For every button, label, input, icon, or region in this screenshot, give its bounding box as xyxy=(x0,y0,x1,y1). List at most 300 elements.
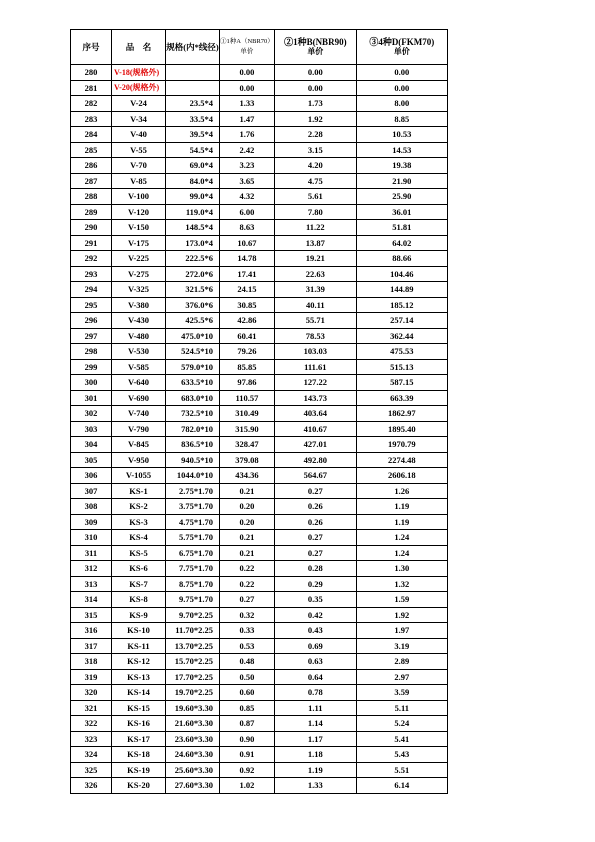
cell-price-fkm70: 2.89 xyxy=(356,654,447,670)
table-row xyxy=(71,607,448,623)
cell-name: KS-19 xyxy=(112,762,166,778)
table-row xyxy=(71,297,448,313)
cell-price-fkm70: 2274.48 xyxy=(356,452,447,468)
table-row xyxy=(71,313,448,329)
cell-no: 322 xyxy=(71,716,112,732)
cell-price-fkm70: 3.19 xyxy=(356,638,447,654)
table-row xyxy=(71,328,448,344)
cell-price-nbr70: 0.20 xyxy=(220,499,275,515)
cell-price-nbr90: 0.00 xyxy=(274,65,356,81)
cell-spec: 173.0*4 xyxy=(166,235,220,251)
cell-price-nbr70: 42.86 xyxy=(220,313,275,329)
cell-price-nbr90: 127.22 xyxy=(274,375,356,391)
cell-spec: 23.5*4 xyxy=(166,96,220,112)
cell-no: 318 xyxy=(71,654,112,670)
cell-price-nbr70: 0.32 xyxy=(220,607,275,623)
cell-price-fkm70: 1895.40 xyxy=(356,421,447,437)
table-row xyxy=(71,96,448,112)
cell-spec: 13.70*2.25 xyxy=(166,638,220,654)
cell-spec: 940.5*10 xyxy=(166,452,220,468)
cell-spec: 272.0*6 xyxy=(166,266,220,282)
cell-price-nbr70: 85.85 xyxy=(220,359,275,375)
cell-price-nbr70: 97.86 xyxy=(220,375,275,391)
cell-price-nbr70: 379.08 xyxy=(220,452,275,468)
table-row xyxy=(71,576,448,592)
cell-no: 296 xyxy=(71,313,112,329)
table-row xyxy=(71,189,448,205)
cell-name: KS-3 xyxy=(112,514,166,530)
cell-price-nbr70: 1.47 xyxy=(220,111,275,127)
cell-no: 293 xyxy=(71,266,112,282)
cell-price-fkm70: 36.01 xyxy=(356,204,447,220)
table-row xyxy=(71,282,448,298)
table-row xyxy=(71,592,448,608)
cell-price-fkm70: 0.00 xyxy=(356,65,447,81)
cell-name: V-1055 xyxy=(112,468,166,484)
cell-name: KS-7 xyxy=(112,576,166,592)
table-row xyxy=(71,220,448,236)
cell-price-nbr90: 7.80 xyxy=(274,204,356,220)
cell-price-nbr70: 2.42 xyxy=(220,142,275,158)
table-row xyxy=(71,716,448,732)
table-row xyxy=(71,65,448,81)
cell-price-fkm70: 475.53 xyxy=(356,344,447,360)
table-row xyxy=(71,530,448,546)
cell-price-nbr70: 0.92 xyxy=(220,762,275,778)
table-row xyxy=(71,514,448,530)
cell-spec: 683.0*10 xyxy=(166,390,220,406)
table-row xyxy=(71,251,448,267)
cell-price-fkm70: 2.97 xyxy=(356,669,447,685)
cell-price-nbr70: 24.15 xyxy=(220,282,275,298)
cell-name: V-20(规格外) xyxy=(112,80,166,96)
header-price-nbr70-unit: 单价 xyxy=(240,48,254,55)
cell-name: V-175 xyxy=(112,235,166,251)
cell-price-fkm70: 19.38 xyxy=(356,158,447,174)
cell-price-nbr70: 4.32 xyxy=(220,189,275,205)
cell-price-nbr70: 310.49 xyxy=(220,406,275,422)
cell-name: V-275 xyxy=(112,266,166,282)
cell-price-nbr90: 1.33 xyxy=(274,778,356,794)
cell-name: V-24 xyxy=(112,96,166,112)
cell-price-nbr90: 22.63 xyxy=(274,266,356,282)
cell-price-fkm70: 587.15 xyxy=(356,375,447,391)
cell-spec: 732.5*10 xyxy=(166,406,220,422)
header-no: 序号 xyxy=(71,30,112,65)
cell-price-nbr70: 0.21 xyxy=(220,483,275,499)
cell-name: KS-18 xyxy=(112,747,166,763)
cell-name: KS-10 xyxy=(112,623,166,639)
cell-price-nbr90: 410.67 xyxy=(274,421,356,437)
cell-name: V-225 xyxy=(112,251,166,267)
cell-no: 290 xyxy=(71,220,112,236)
cell-name: V-34 xyxy=(112,111,166,127)
cell-no: 312 xyxy=(71,561,112,577)
cell-no: 299 xyxy=(71,359,112,375)
cell-no: 323 xyxy=(71,731,112,747)
cell-name: KS-9 xyxy=(112,607,166,623)
cell-name: KS-17 xyxy=(112,731,166,747)
cell-price-nbr70: 0.00 xyxy=(220,65,275,81)
cell-price-nbr90: 103.03 xyxy=(274,344,356,360)
table-row xyxy=(71,654,448,670)
cell-price-fkm70: 144.89 xyxy=(356,282,447,298)
cell-name: V-640 xyxy=(112,375,166,391)
cell-price-nbr90: 1.92 xyxy=(274,111,356,127)
table-row xyxy=(71,685,448,701)
cell-spec xyxy=(166,65,220,81)
cell-price-nbr90: 0.29 xyxy=(274,576,356,592)
table-row xyxy=(71,235,448,251)
cell-price-nbr70: 0.27 xyxy=(220,592,275,608)
cell-spec: 524.5*10 xyxy=(166,344,220,360)
cell-price-fkm70: 1.24 xyxy=(356,530,447,546)
cell-price-fkm70: 0.00 xyxy=(356,80,447,96)
cell-name: KS-14 xyxy=(112,685,166,701)
cell-price-nbr90: 11.22 xyxy=(274,220,356,236)
cell-name: V-55 xyxy=(112,142,166,158)
table-row xyxy=(71,266,448,282)
cell-no: 286 xyxy=(71,158,112,174)
cell-name: KS-2 xyxy=(112,499,166,515)
cell-no: 300 xyxy=(71,375,112,391)
cell-price-nbr90: 1.14 xyxy=(274,716,356,732)
cell-price-fkm70: 1970.79 xyxy=(356,437,447,453)
cell-price-fkm70: 1.59 xyxy=(356,592,447,608)
cell-price-nbr70: 0.87 xyxy=(220,716,275,732)
cell-no: 326 xyxy=(71,778,112,794)
price-table xyxy=(70,29,448,794)
table-row xyxy=(71,483,448,499)
cell-spec: 21.60*3.30 xyxy=(166,716,220,732)
cell-no: 280 xyxy=(71,65,112,81)
cell-no: 285 xyxy=(71,142,112,158)
cell-price-nbr70: 3.65 xyxy=(220,173,275,189)
cell-price-nbr70: 0.22 xyxy=(220,576,275,592)
cell-no: 324 xyxy=(71,747,112,763)
cell-name: V-325 xyxy=(112,282,166,298)
cell-spec: 19.60*3.30 xyxy=(166,700,220,716)
cell-price-fkm70: 5.51 xyxy=(356,762,447,778)
cell-price-nbr90: 55.71 xyxy=(274,313,356,329)
cell-price-nbr90: 0.27 xyxy=(274,530,356,546)
cell-name: V-740 xyxy=(112,406,166,422)
cell-name: V-690 xyxy=(112,390,166,406)
cell-price-fkm70: 362.44 xyxy=(356,328,447,344)
cell-price-nbr90: 0.43 xyxy=(274,623,356,639)
header-price-nbr90-unit: 单价 xyxy=(307,47,324,56)
cell-spec: 9.75*1.70 xyxy=(166,592,220,608)
cell-name: V-530 xyxy=(112,344,166,360)
cell-price-nbr90: 0.64 xyxy=(274,669,356,685)
cell-spec: 25.60*3.30 xyxy=(166,762,220,778)
cell-no: 287 xyxy=(71,173,112,189)
cell-price-fkm70: 185.12 xyxy=(356,297,447,313)
cell-name: KS-13 xyxy=(112,669,166,685)
cell-price-nbr90: 403.64 xyxy=(274,406,356,422)
cell-price-fkm70: 104.46 xyxy=(356,266,447,282)
cell-price-nbr90: 492.80 xyxy=(274,452,356,468)
cell-name: KS-15 xyxy=(112,700,166,716)
cell-price-nbr70: 0.20 xyxy=(220,514,275,530)
cell-price-nbr70: 0.91 xyxy=(220,747,275,763)
cell-spec: 119.0*4 xyxy=(166,204,220,220)
cell-price-nbr70: 0.90 xyxy=(220,731,275,747)
cell-price-fkm70: 8.00 xyxy=(356,96,447,112)
cell-price-nbr70: 110.57 xyxy=(220,390,275,406)
cell-name: V-150 xyxy=(112,220,166,236)
cell-no: 281 xyxy=(71,80,112,96)
table-row xyxy=(71,204,448,220)
table-row xyxy=(71,80,448,96)
cell-price-nbr90: 31.39 xyxy=(274,282,356,298)
cell-name: V-430 xyxy=(112,313,166,329)
cell-price-fkm70: 14.53 xyxy=(356,142,447,158)
cell-name: KS-4 xyxy=(112,530,166,546)
cell-price-nbr70: 315.90 xyxy=(220,421,275,437)
cell-price-fkm70: 5.43 xyxy=(356,747,447,763)
cell-price-fkm70: 1.30 xyxy=(356,561,447,577)
table-row xyxy=(71,700,448,716)
cell-spec: 836.5*10 xyxy=(166,437,220,453)
cell-price-nbr70: 0.53 xyxy=(220,638,275,654)
cell-no: 316 xyxy=(71,623,112,639)
cell-price-nbr70: 79.26 xyxy=(220,344,275,360)
cell-spec: 54.5*4 xyxy=(166,142,220,158)
cell-spec: 148.5*4 xyxy=(166,220,220,236)
cell-price-nbr70: 434.36 xyxy=(220,468,275,484)
cell-no: 303 xyxy=(71,421,112,437)
cell-spec: 84.0*4 xyxy=(166,173,220,189)
cell-spec: 1044.0*10 xyxy=(166,468,220,484)
cell-price-fkm70: 25.90 xyxy=(356,189,447,205)
cell-price-fkm70: 10.53 xyxy=(356,127,447,143)
cell-price-nbr70: 0.60 xyxy=(220,685,275,701)
table-header xyxy=(71,30,448,65)
cell-price-nbr70: 0.00 xyxy=(220,80,275,96)
cell-price-nbr90: 1.17 xyxy=(274,731,356,747)
cell-price-nbr70: 0.22 xyxy=(220,561,275,577)
table-row xyxy=(71,173,448,189)
cell-spec: 376.0*6 xyxy=(166,297,220,313)
cell-price-nbr70: 0.85 xyxy=(220,700,275,716)
cell-price-nbr90: 427.01 xyxy=(274,437,356,453)
cell-price-nbr90: 5.61 xyxy=(274,189,356,205)
table-row xyxy=(71,669,448,685)
cell-price-nbr90: 0.27 xyxy=(274,483,356,499)
cell-price-nbr90: 0.69 xyxy=(274,638,356,654)
cell-spec: 321.5*6 xyxy=(166,282,220,298)
cell-price-nbr90: 4.20 xyxy=(274,158,356,174)
table-row xyxy=(71,375,448,391)
cell-name: V-790 xyxy=(112,421,166,437)
cell-name: KS-5 xyxy=(112,545,166,561)
cell-price-nbr70: 0.21 xyxy=(220,545,275,561)
cell-price-fkm70: 6.14 xyxy=(356,778,447,794)
header-spec: 规格(内*线径) xyxy=(166,30,220,65)
header-price-fkm70 xyxy=(356,30,447,65)
cell-spec: 39.5*4 xyxy=(166,127,220,143)
cell-price-fkm70: 64.02 xyxy=(356,235,447,251)
cell-price-nbr90: 0.42 xyxy=(274,607,356,623)
cell-price-nbr90: 40.11 xyxy=(274,297,356,313)
cell-spec: 24.60*3.30 xyxy=(166,747,220,763)
table-row xyxy=(71,437,448,453)
cell-spec: 782.0*10 xyxy=(166,421,220,437)
table-row xyxy=(71,762,448,778)
cell-spec: 7.75*1.70 xyxy=(166,561,220,577)
cell-no: 297 xyxy=(71,328,112,344)
cell-price-fkm70: 5.24 xyxy=(356,716,447,732)
cell-no: 294 xyxy=(71,282,112,298)
cell-name: V-120 xyxy=(112,204,166,220)
cell-no: 311 xyxy=(71,545,112,561)
header-price-fkm70-label: ③4种D(FKM70) xyxy=(369,37,435,47)
table-row xyxy=(71,158,448,174)
cell-no: 308 xyxy=(71,499,112,515)
cell-price-fkm70: 515.13 xyxy=(356,359,447,375)
cell-spec: 15.70*2.25 xyxy=(166,654,220,670)
cell-price-nbr70: 1.76 xyxy=(220,127,275,143)
cell-price-nbr70: 10.67 xyxy=(220,235,275,251)
cell-spec: 11.70*2.25 xyxy=(166,623,220,639)
cell-price-nbr90: 0.35 xyxy=(274,592,356,608)
cell-no: 304 xyxy=(71,437,112,453)
cell-name: V-100 xyxy=(112,189,166,205)
cell-price-nbr90: 143.73 xyxy=(274,390,356,406)
table-row xyxy=(71,142,448,158)
cell-no: 282 xyxy=(71,96,112,112)
cell-no: 295 xyxy=(71,297,112,313)
cell-price-nbr90: 13.87 xyxy=(274,235,356,251)
cell-price-nbr70: 328.47 xyxy=(220,437,275,453)
cell-price-nbr70: 17.41 xyxy=(220,266,275,282)
cell-spec: 222.5*6 xyxy=(166,251,220,267)
cell-no: 289 xyxy=(71,204,112,220)
cell-spec: 5.75*1.70 xyxy=(166,530,220,546)
cell-spec: 27.60*3.30 xyxy=(166,778,220,794)
cell-price-fkm70: 2606.18 xyxy=(356,468,447,484)
cell-no: 306 xyxy=(71,468,112,484)
cell-spec: 633.5*10 xyxy=(166,375,220,391)
cell-price-fkm70: 3.59 xyxy=(356,685,447,701)
cell-price-nbr90: 0.26 xyxy=(274,514,356,530)
cell-price-nbr90: 1.19 xyxy=(274,762,356,778)
cell-spec: 69.0*4 xyxy=(166,158,220,174)
table-row xyxy=(71,638,448,654)
cell-price-fkm70: 21.90 xyxy=(356,173,447,189)
cell-name: KS-16 xyxy=(112,716,166,732)
table-row xyxy=(71,359,448,375)
cell-spec: 99.0*4 xyxy=(166,189,220,205)
cell-price-nbr70: 1.02 xyxy=(220,778,275,794)
table-row xyxy=(71,452,448,468)
cell-spec: 475.0*10 xyxy=(166,328,220,344)
cell-price-nbr70: 1.33 xyxy=(220,96,275,112)
table-row xyxy=(71,545,448,561)
cell-no: 325 xyxy=(71,762,112,778)
cell-no: 314 xyxy=(71,592,112,608)
cell-price-fkm70: 1.92 xyxy=(356,607,447,623)
cell-no: 310 xyxy=(71,530,112,546)
header-price-nbr70 xyxy=(220,30,275,65)
table-row xyxy=(71,747,448,763)
cell-spec: 19.70*2.25 xyxy=(166,685,220,701)
cell-spec: 33.5*4 xyxy=(166,111,220,127)
cell-name: V-70 xyxy=(112,158,166,174)
cell-price-nbr90: 4.75 xyxy=(274,173,356,189)
cell-name: KS-12 xyxy=(112,654,166,670)
cell-price-nbr90: 3.15 xyxy=(274,142,356,158)
cell-name: V-85 xyxy=(112,173,166,189)
cell-no: 309 xyxy=(71,514,112,530)
cell-spec: 6.75*1.70 xyxy=(166,545,220,561)
cell-spec: 4.75*1.70 xyxy=(166,514,220,530)
cell-name: KS-1 xyxy=(112,483,166,499)
cell-price-nbr90: 19.21 xyxy=(274,251,356,267)
cell-name: KS-11 xyxy=(112,638,166,654)
cell-name: V-18(规格外) xyxy=(112,65,166,81)
cell-price-nbr90: 2.28 xyxy=(274,127,356,143)
cell-spec: 2.75*1.70 xyxy=(166,483,220,499)
cell-spec: 23.60*3.30 xyxy=(166,731,220,747)
cell-price-fkm70: 51.81 xyxy=(356,220,447,236)
cell-price-fkm70: 1.24 xyxy=(356,545,447,561)
cell-price-nbr70: 60.41 xyxy=(220,328,275,344)
cell-price-fkm70: 88.66 xyxy=(356,251,447,267)
cell-price-nbr70: 30.85 xyxy=(220,297,275,313)
cell-no: 302 xyxy=(71,406,112,422)
table-row xyxy=(71,731,448,747)
cell-no: 301 xyxy=(71,390,112,406)
cell-price-nbr90: 78.53 xyxy=(274,328,356,344)
cell-price-nbr70: 0.48 xyxy=(220,654,275,670)
cell-no: 283 xyxy=(71,111,112,127)
cell-price-nbr70: 0.50 xyxy=(220,669,275,685)
cell-no: 307 xyxy=(71,483,112,499)
cell-price-nbr70: 14.78 xyxy=(220,251,275,267)
cell-price-nbr70: 6.00 xyxy=(220,204,275,220)
cell-price-fkm70: 1.97 xyxy=(356,623,447,639)
cell-no: 317 xyxy=(71,638,112,654)
cell-price-nbr90: 0.28 xyxy=(274,561,356,577)
cell-spec xyxy=(166,80,220,96)
cell-price-nbr70: 0.21 xyxy=(220,530,275,546)
cell-price-fkm70: 1.26 xyxy=(356,483,447,499)
cell-price-fkm70: 663.39 xyxy=(356,390,447,406)
table-body xyxy=(71,65,448,794)
cell-price-fkm70: 1.19 xyxy=(356,499,447,515)
cell-no: 320 xyxy=(71,685,112,701)
cell-no: 319 xyxy=(71,669,112,685)
cell-name: V-480 xyxy=(112,328,166,344)
cell-spec: 8.75*1.70 xyxy=(166,576,220,592)
cell-name: V-950 xyxy=(112,452,166,468)
cell-no: 288 xyxy=(71,189,112,205)
table-row xyxy=(71,344,448,360)
header-price-nbr90 xyxy=(274,30,356,65)
cell-price-nbr70: 8.63 xyxy=(220,220,275,236)
cell-price-nbr90: 564.67 xyxy=(274,468,356,484)
table-row xyxy=(71,111,448,127)
table-row xyxy=(71,499,448,515)
header-name: 品 名 xyxy=(112,30,166,65)
cell-price-fkm70: 8.85 xyxy=(356,111,447,127)
cell-no: 291 xyxy=(71,235,112,251)
table-row xyxy=(71,127,448,143)
table-row xyxy=(71,468,448,484)
cell-price-fkm70: 1.32 xyxy=(356,576,447,592)
